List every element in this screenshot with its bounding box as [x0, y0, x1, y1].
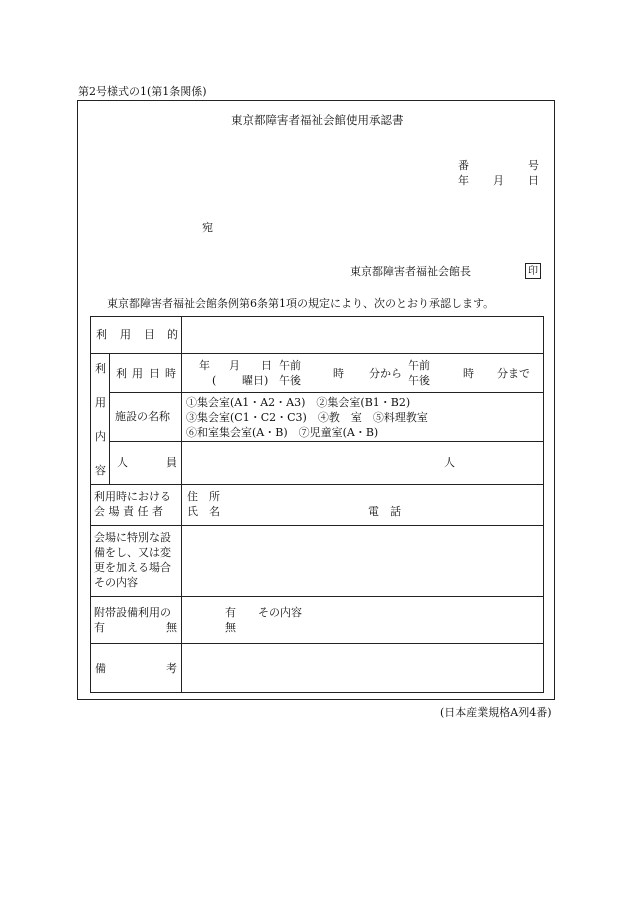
accessory-label-2a: 有 [94, 621, 105, 634]
date-month: 月 [493, 174, 504, 187]
datetime-until: 分まで [497, 367, 530, 380]
people-label-2: 員 [166, 456, 177, 469]
manager-label-2: 会 場 責 任 者 [94, 505, 163, 518]
datetime-day: 日 [261, 359, 272, 372]
issuer-name: 東京都障害者福祉会館長 [350, 265, 471, 278]
people-label-1: 人 [117, 456, 128, 469]
document-title: 東京都障害者福祉会館使用承認書 [231, 113, 404, 127]
datetime-am-1: 午前 [279, 359, 301, 372]
content-label-1: 利 [95, 362, 106, 375]
number-label-suffix: 号 [528, 159, 539, 172]
people-unit: 人 [444, 456, 455, 469]
datetime-pm-2: 午後 [408, 374, 430, 387]
accessory-yes: 有 [225, 606, 236, 619]
form-number: 第2号様式の1(第1条関係) [78, 85, 207, 98]
content-label-2: 用 [95, 396, 106, 409]
content-label-4: 容 [95, 464, 106, 477]
paper-size-note: (日本産業規格A列4番) [440, 706, 552, 719]
purpose-label-4: 的 [167, 328, 178, 341]
equipment-label-4: その内容 [94, 576, 138, 589]
datetime-month: 月 [229, 359, 240, 372]
datetime-hour-1: 時 [333, 367, 344, 380]
datetime-label-2: 用 [132, 367, 143, 380]
accessory-label-2b: 無 [166, 621, 177, 634]
purpose-label-1: 利 [96, 328, 107, 341]
number-label: 番 [458, 159, 469, 172]
facility-label: 施設の名称 [115, 410, 170, 423]
accessory-content-label: その内容 [258, 606, 302, 619]
facility-line-2: ③集会室(C1・C2・C3) ④教 室 ⑤料理教室 [186, 411, 428, 424]
datetime-year: 年 [199, 359, 210, 372]
manager-label-1: 利用時における [94, 490, 171, 503]
addressee-suffix: 宛 [202, 221, 213, 234]
datetime-weekday: 曜日) [242, 374, 269, 387]
seal-text: 印 [528, 266, 538, 277]
purpose-label-2: 用 [120, 328, 131, 341]
accessory-no: 無 [225, 621, 236, 634]
datetime-pm-1: 午後 [279, 374, 301, 387]
date-year: 年 [458, 174, 469, 187]
datetime-label-4: 時 [165, 367, 176, 380]
remarks-label-2: 考 [166, 662, 177, 675]
address-label: 住 所 [187, 490, 220, 503]
accessory-label-1: 附帯設備利用の [94, 606, 171, 619]
datetime-label-1: 利 [116, 367, 127, 380]
seal-box [525, 263, 541, 279]
remarks-label-1: 備 [95, 662, 106, 675]
name-label: 氏 名 [187, 505, 220, 518]
datetime-from: 分から [369, 367, 402, 380]
equipment-label-2: 備をし、又は変 [94, 546, 171, 559]
datetime-label-3: 日 [149, 367, 160, 380]
equipment-label-1: 会場に特別な設 [94, 531, 171, 544]
purpose-label-3: 目 [144, 328, 155, 341]
facility-line-3: ⑥和室集会室(A・B) ⑦児童室(A・B) [186, 426, 379, 439]
intro-text: 東京都障害者福祉会館条例第6条第1項の規定により、次のとおり承認します。 [107, 297, 495, 310]
datetime-weekday-open: ( [212, 374, 217, 387]
datetime-am-2: 午前 [408, 359, 430, 372]
equipment-label-3: 更を加える場合 [94, 561, 171, 574]
datetime-hour-2: 時 [463, 367, 474, 380]
content-label-3: 内 [95, 430, 106, 443]
facility-line-1: ①集会室(A1・A2・A3) ②集会室(B1・B2) [186, 396, 411, 409]
date-day: 日 [528, 174, 539, 187]
phone-label: 電 話 [368, 505, 401, 518]
